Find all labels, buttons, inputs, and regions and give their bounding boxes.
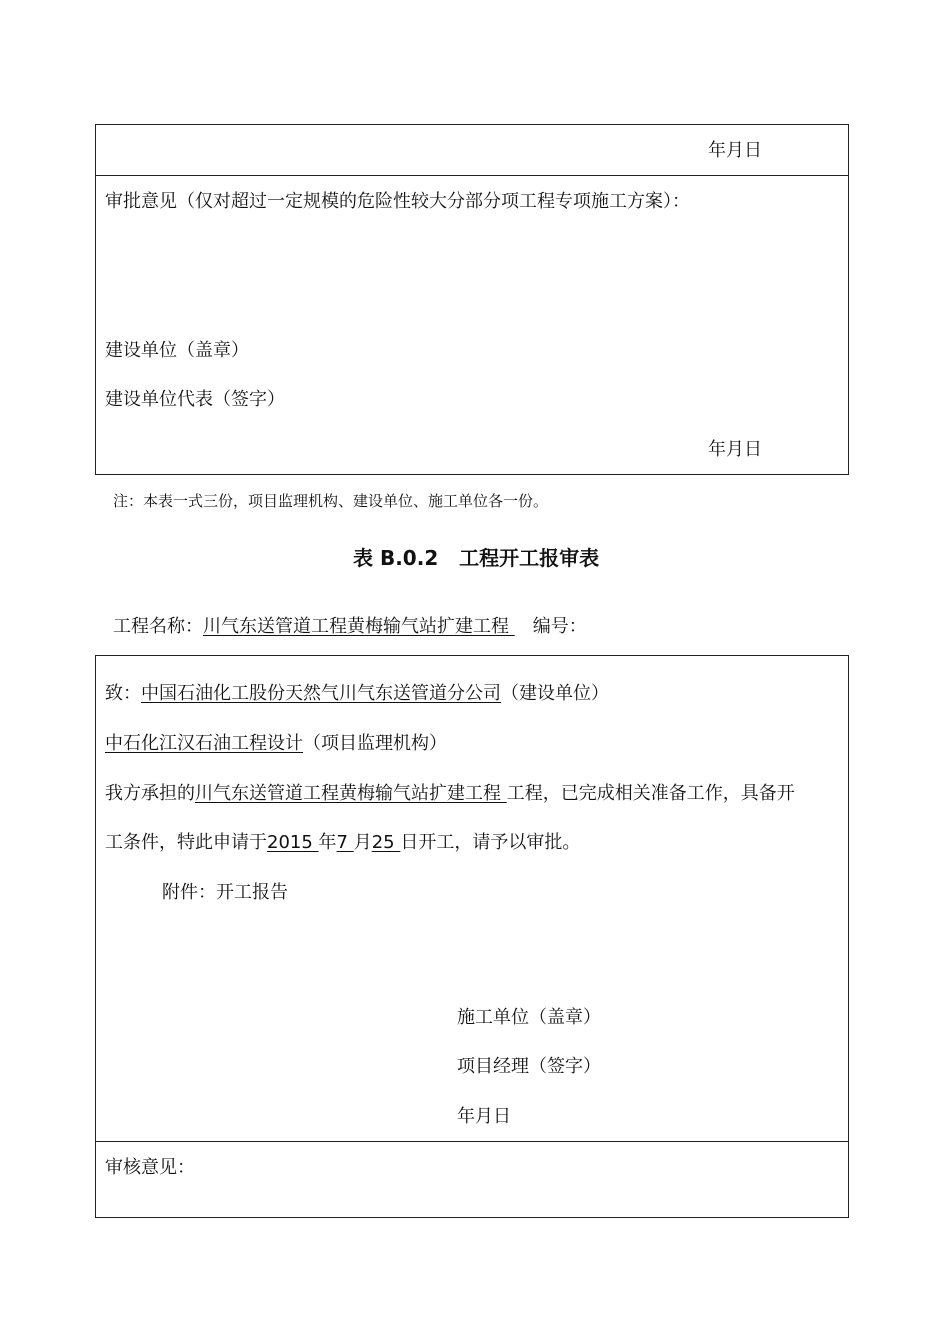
owner-seal-label: 建设单位（盖章） [105,340,249,361]
approval-opinion-label: 审批意见（仅对超过一定规模的危险性较大分部分项工程专项施工方案）： [105,191,690,212]
line2-prefix: 工条件，特此申请于 [105,832,267,853]
body-suffix: 工程，已完成相关准备工作，具备开 [506,783,795,804]
start-year: 2015 [267,832,319,853]
start-month: 7 [336,832,354,853]
body-line-1 [105,783,795,805]
year-unit: 年 [318,832,337,853]
date-top: 年月日 [708,140,762,161]
attachment-label: 附件：开工报告 [162,882,288,903]
to-label: 致： [105,683,141,704]
body-prefix: 我方承担的 [105,783,195,804]
body-project: 川气东送管道工程黄梅输气站扩建工程 [195,783,507,804]
form-title: 表 B.0.2 工程开工报审表 [353,546,600,570]
supervisor-role: （项目监理机构） [303,733,447,754]
project-label: 工程名称： [113,616,203,637]
body-line-2 [105,832,580,854]
supervisor-line [105,733,447,755]
review-opinion-label: 审核意见： [105,1157,195,1178]
number-label: 编号： [532,616,587,637]
approval-table-divider [95,175,849,176]
project-header [113,616,587,638]
start-day: 25 [371,832,401,853]
commencement-table-divider [95,1141,849,1142]
addressee-line [105,683,609,705]
date-bottom: 年月日 [708,439,762,460]
project-name: 川气东送管道工程黄梅输气站扩建工程 [203,616,515,637]
copies-note: 注：本表一式三份，项目监理机构、建设单位、施工单位各一份。 [113,492,549,510]
owner-rep-sign-label: 建设单位代表（签字） [105,389,285,410]
pm-sign-label: 项目经理（签字） [457,1056,601,1077]
month-unit: 月 [353,832,372,853]
owner-role: （建设单位） [501,683,609,704]
line2-suffix: 日开工，请予以审批。 [400,832,581,853]
commencement-date: 年月日 [457,1106,511,1127]
approval-table [95,124,849,475]
contractor-seal-label: 施工单位（盖章） [457,1007,601,1028]
owner-name: 中国石油化工股份天然气川气东送管道分公司 [141,683,501,704]
supervisor-name: 中石化江汉石油工程设计 [105,733,303,754]
